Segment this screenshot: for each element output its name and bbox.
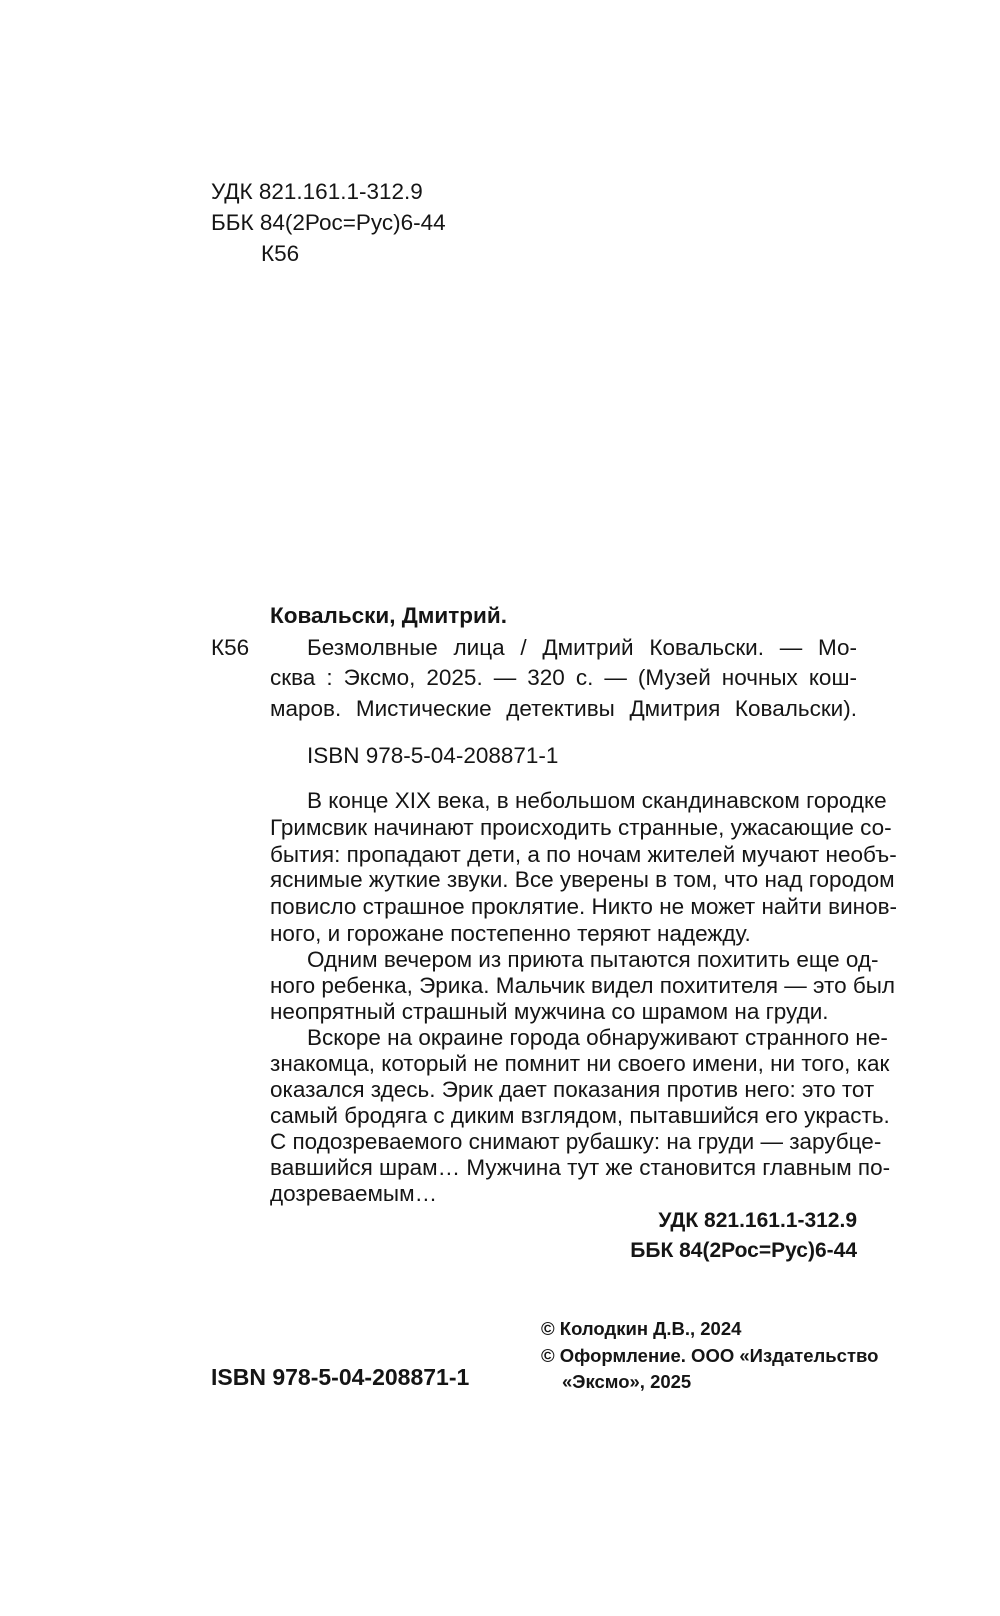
annotation-p2-line: неопрятный страшный мужчина со шрамом на груди.: [270, 999, 829, 1024]
annotation-p3-line: знакомца, который не помнит ни своего имени, ни того, как: [270, 1051, 890, 1076]
copyright-author: © Колодкин Д.В., 2024: [541, 1318, 742, 1339]
isbn-footer: ISBN 978-5-04-208871-1: [211, 1364, 470, 1390]
annotation-p2-line: ного ребенка, Эрика. Мальчик видел похитителя — это был: [270, 973, 896, 998]
author-mark: К56: [211, 635, 250, 660]
copyright-design: © Оформление. ООО «Издательство: [541, 1345, 879, 1366]
annotation-p1-line: ного, и горожане постепенно теряют надежду.: [270, 921, 751, 946]
annotation-p1-line: Гримсвик начинают происходить странные, ужасающие со-: [270, 815, 892, 840]
annotation-p3-line: дозреваемым…: [270, 1181, 438, 1206]
description-line-1: Безмолвные лица / Дмитрий Ковальски. — Мо-: [307, 635, 857, 660]
description-line-3: маров. Мистические детективы Дмитрия Ковальски).: [270, 696, 857, 721]
annotation-p1-line: бытия: пропадают дети, а по ночам жителей мучают необъ-: [270, 842, 897, 867]
annotation-p3-line: самый бродяга с диким взглядом, пытавшийся его украсть.: [270, 1103, 890, 1128]
description-line-2: сква : Эксмо, 2025. — 320 с. — (Музей ночных кош-: [270, 665, 857, 690]
annotation-p3-line: Вскоре на окраине города обнаруживают странного не-: [307, 1025, 888, 1050]
annotation-p3-line: С подозреваемого снимают рубашку: на груди — зарубце-: [270, 1129, 882, 1154]
annotation-p2-line: Одним вечером из приюта пытаются похитить еще од-: [307, 947, 879, 972]
isbn-record: ISBN 978-5-04-208871-1: [307, 743, 559, 768]
udk-code-top: УДК 821.161.1-312.9: [211, 179, 423, 204]
annotation-p3-line: оказался здесь. Эрик дает показания против него: это тот: [270, 1077, 875, 1102]
annotation-p1-line: яснимые жуткие звуки. Все уверены в том, что над городом: [270, 867, 895, 892]
annotation-p1-line: повисло страшное проклятие. Никто не может найти винов-: [270, 894, 898, 919]
udk-code-bottom: УДК 821.161.1-312.9: [658, 1209, 857, 1232]
author-heading: Ковальски, Дмитрий.: [270, 603, 507, 628]
bbk-code-bottom: ББК 84(2Рос=Рус)6-44: [630, 1239, 857, 1262]
author-mark-top: К56: [261, 241, 300, 266]
annotation-p1-line: В конце XIX века, в небольшом скандинавском городке: [307, 788, 887, 813]
bbk-code-top: ББК 84(2Рос=Рус)6-44: [211, 210, 446, 235]
copyright-publisher: «Эксмо», 2025: [562, 1371, 692, 1392]
annotation-p3-line: вавшийся шрам… Мужчина тут же становится главным по-: [270, 1155, 891, 1180]
